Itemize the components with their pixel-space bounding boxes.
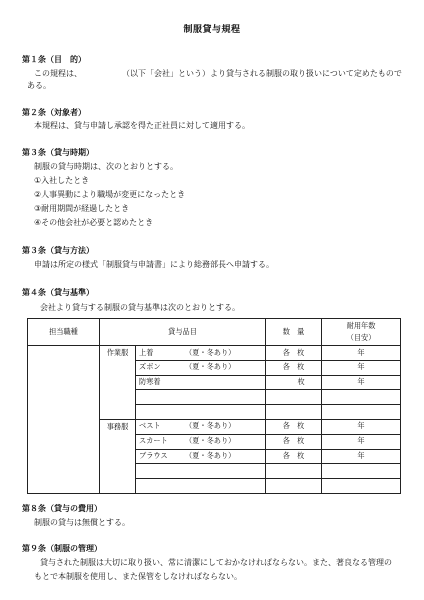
item-cell [136, 405, 266, 420]
item-note: （夏・冬あり） [185, 347, 236, 357]
life-cell: 年 [322, 360, 401, 375]
qty-each: 各 [282, 362, 290, 372]
item-name: ブラウス [139, 451, 168, 461]
job-cell-empty [28, 346, 100, 420]
qty-cell [266, 346, 322, 361]
header-job: 担当職種 [28, 319, 100, 346]
qty-unit: 枚 [297, 377, 305, 387]
qty-unit: 枚 [297, 347, 305, 357]
life-cell: 年 [322, 375, 401, 390]
group-type-cont [100, 464, 136, 479]
qty-unit: 枚 [297, 436, 305, 446]
qty-cell [266, 390, 322, 405]
document-title: 制服貸与規程 [183, 25, 241, 35]
article-3-heading: 第３条（貸与時期） [22, 148, 94, 157]
article-9-line-2: もとで本制服を使用し、また保管をしなければならない。 [34, 572, 242, 581]
item-cell [136, 419, 266, 434]
table-row [28, 419, 401, 434]
qty-unit: 枚 [297, 451, 305, 461]
article-3-line-1: 制服の貸与時期は、次のとおりとする。 [34, 162, 178, 171]
item-name: ベスト [139, 421, 161, 431]
job-cell-empty [28, 419, 100, 493]
article-8-heading: 第８条（貸与の費用） [22, 504, 102, 513]
group-type-cont [100, 449, 136, 464]
article-2-heading: 第２条（対象者） [22, 108, 86, 117]
article-3-line-3: ②人事異動により職場が変更になったとき [34, 190, 186, 199]
item-name: スカート [139, 436, 168, 446]
life-cell [322, 464, 401, 479]
item-cell [136, 360, 266, 375]
article-1-line-2: ある。 [27, 81, 51, 90]
group-type-cont [100, 390, 136, 405]
qty-cell [266, 405, 322, 420]
item-cell [136, 464, 266, 479]
group-type-cont [100, 479, 136, 494]
article-1-line-1-pre: この規程は、 [34, 69, 82, 78]
article-1-line-1 [34, 68, 402, 80]
qty-cell [266, 375, 322, 390]
item-cell [136, 390, 266, 405]
article-4-heading: 第４条（貸与基準） [22, 288, 94, 297]
life-cell: 年 [322, 346, 401, 361]
article-3-line-5: ④その他会社が必要と認めたとき [34, 218, 154, 227]
header-qty: 数 量 [266, 319, 322, 346]
item-note: （夏・冬あり） [185, 362, 236, 372]
item-cell [136, 434, 266, 449]
qty-cell [266, 479, 322, 494]
qty-each: 各 [282, 347, 290, 357]
group-type-cont [100, 375, 136, 390]
qty-unit: 枚 [297, 421, 305, 431]
qty-cell [266, 434, 322, 449]
article-3b-heading: 第３条（貸与方法） [22, 246, 94, 255]
life-cell [322, 390, 401, 405]
article-9-line-1: 貸与された制服は大切に取り扱い、常に清潔にしておかなければならない。また、著良なる管理の [40, 558, 392, 567]
group-type-cont [100, 360, 136, 375]
qty-each: 各 [282, 451, 290, 461]
life-cell: 年 [322, 419, 401, 434]
article-1-heading: 第１条（目 的） [22, 55, 86, 64]
life-cell [322, 405, 401, 420]
item-cell [136, 346, 266, 361]
life-cell: 年 [322, 434, 401, 449]
group-type: 事務服 [100, 419, 136, 434]
group-type-cont [100, 434, 136, 449]
item-note: （夏・冬あり） [185, 451, 236, 461]
item-name: 上着 [139, 347, 154, 357]
qty-cell [266, 449, 322, 464]
qty-each: 各 [282, 421, 290, 431]
qty-cell [266, 419, 322, 434]
article-2-line-1: 本規程は、貸与申請し承認を得た正社員に対して適用する。 [34, 121, 250, 130]
article-8-line-1: 制服の貸与は無償とする。 [34, 518, 130, 527]
article-3-line-2: ①入社したとき [34, 176, 90, 185]
header-life-line-2: （目安） [346, 333, 376, 342]
qty-unit: 枚 [297, 362, 305, 372]
item-note: （夏・冬あり） [185, 436, 236, 446]
article-3-line-4: ③耐用期間が経過したとき [34, 204, 130, 213]
article-1-line-1-post: （以下「会社」という）より貸与される制服の取り扱いについて定めたもので [122, 69, 402, 78]
header-life-line-1: 耐用年数 [346, 321, 376, 331]
qty-cell [266, 464, 322, 479]
group-type-cont [100, 405, 136, 420]
article-4-line-1: 会社より貸与する制服の貸与基準は次のとおりとする。 [40, 303, 240, 312]
table-header-row [28, 319, 401, 346]
qty-each: 各 [282, 436, 290, 446]
uniform-standard-table [27, 318, 401, 494]
group-type: 作業服 [100, 346, 136, 361]
header-item: 貸与品目 [100, 319, 266, 346]
life-cell [322, 479, 401, 494]
item-note: （夏・冬あり） [185, 421, 236, 431]
header-life [322, 319, 401, 346]
item-cell [136, 479, 266, 494]
item-cell [136, 375, 266, 390]
qty-cell [266, 360, 322, 375]
article-3b-line-1: 申請は所定の様式「制服貸与申請書」により総務部長へ申請する。 [34, 260, 274, 269]
item-name: 防寒着 [139, 377, 161, 387]
article-9-heading: 第９条（制服の管理） [22, 544, 102, 553]
item-cell [136, 449, 266, 464]
table-row [28, 346, 401, 361]
life-cell: 年 [322, 449, 401, 464]
item-name: ズボン [139, 362, 161, 372]
